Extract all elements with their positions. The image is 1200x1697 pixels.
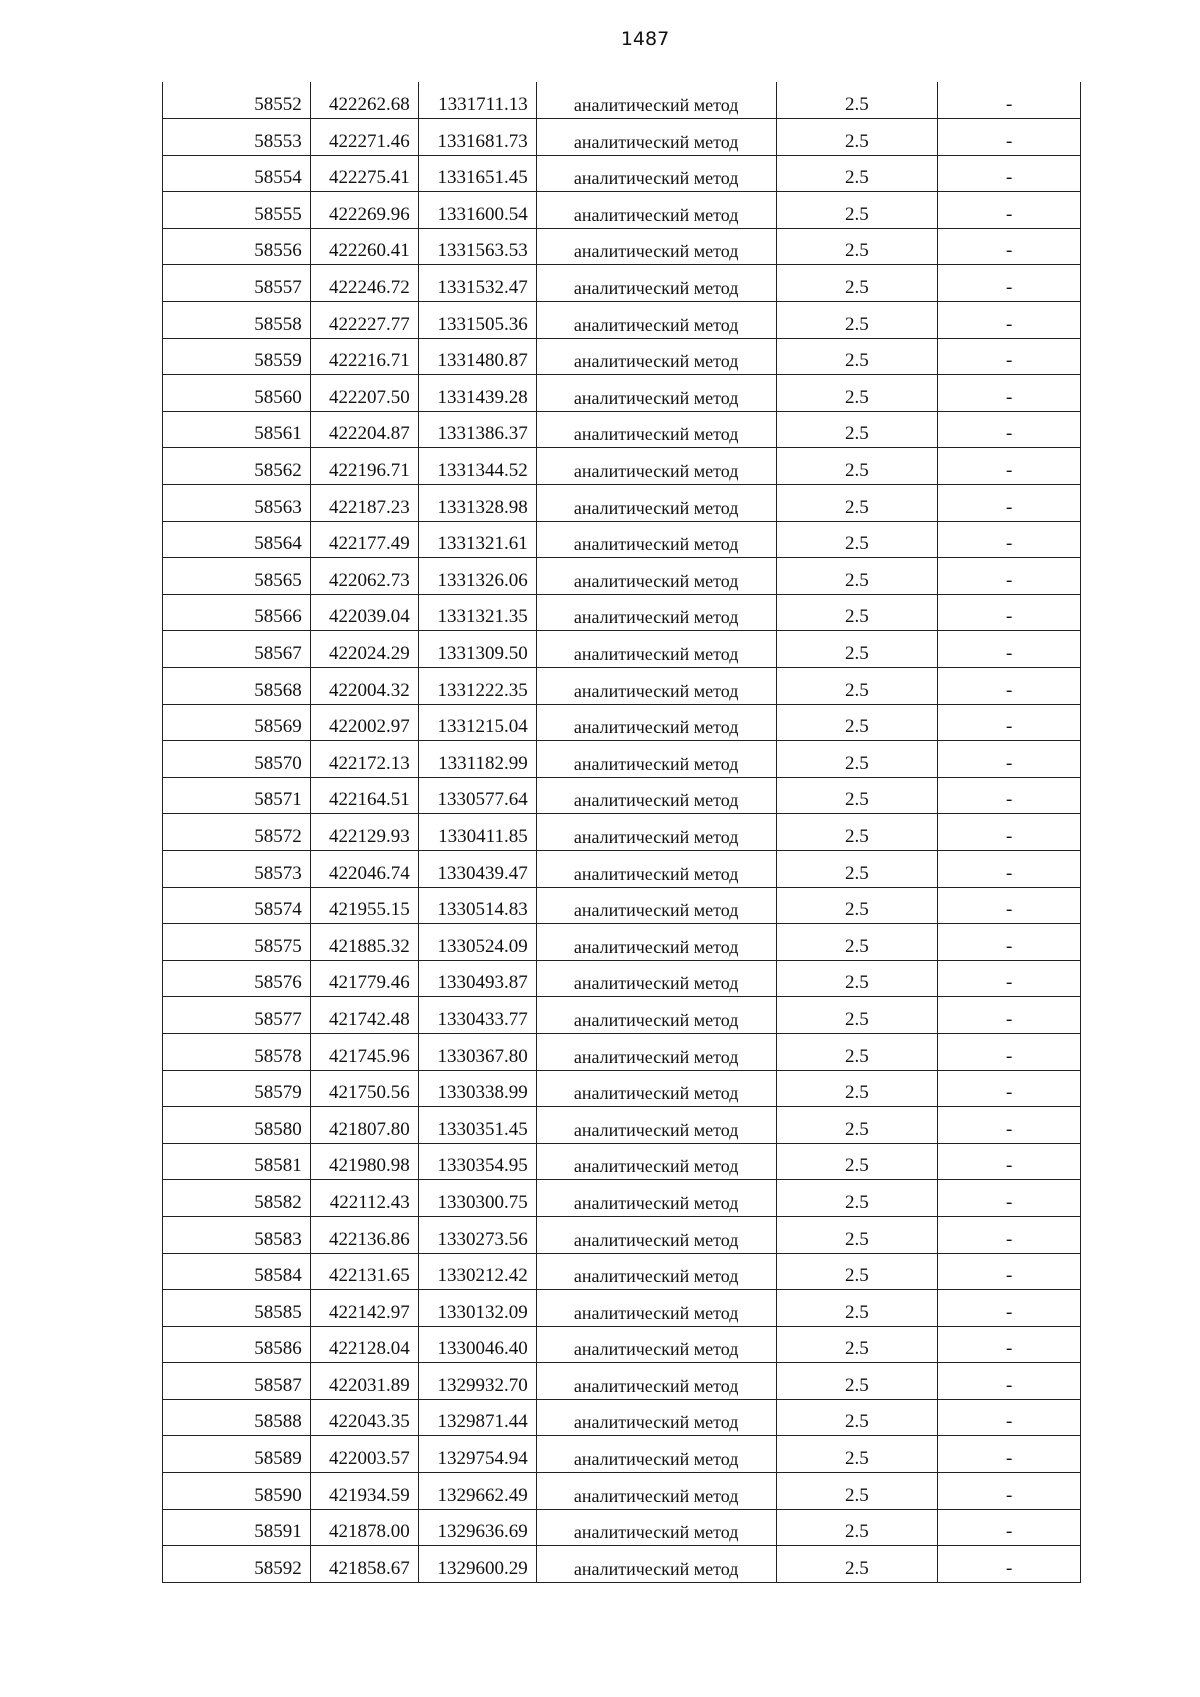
method-cell: аналитический метод: [536, 1509, 776, 1546]
note-cell: -: [938, 960, 1081, 997]
y-coordinate-cell: 1330433.77: [418, 997, 536, 1034]
table-row: [163, 1107, 1081, 1144]
y-coordinate-cell: 1330273.56: [418, 1216, 536, 1253]
point-number-cell: 58557: [163, 265, 311, 302]
note-cell: -: [938, 668, 1081, 705]
table-row: [163, 1143, 1081, 1180]
y-coordinate-cell: 1331681.73: [418, 119, 536, 156]
precision-cell: 2.5: [776, 1326, 938, 1363]
y-coordinate-cell: 1330524.09: [418, 924, 536, 961]
point-number-cell: 58563: [163, 485, 311, 522]
note-cell: -: [938, 119, 1081, 156]
table-row: [163, 1216, 1081, 1253]
note-cell: -: [938, 302, 1081, 339]
point-number-cell: 58588: [163, 1399, 311, 1436]
precision-cell: 2.5: [776, 411, 938, 448]
point-number-cell: 58556: [163, 228, 311, 265]
x-coordinate-cell: 422024.29: [310, 631, 418, 668]
note-cell: -: [938, 1107, 1081, 1144]
table-row: [163, 521, 1081, 558]
table-row: [163, 375, 1081, 412]
table-row: [163, 668, 1081, 705]
x-coordinate-cell: 422260.41: [310, 228, 418, 265]
note-cell: -: [938, 485, 1081, 522]
method-cell: аналитический метод: [536, 924, 776, 961]
point-number-cell: 58581: [163, 1143, 311, 1180]
precision-cell: 2.5: [776, 448, 938, 485]
x-coordinate-cell: 422177.49: [310, 521, 418, 558]
x-coordinate-cell: 421745.96: [310, 1033, 418, 1070]
method-cell: аналитический метод: [536, 1070, 776, 1107]
note-cell: -: [938, 1363, 1081, 1400]
point-number-cell: 58573: [163, 850, 311, 887]
y-coordinate-cell: 1330351.45: [418, 1107, 536, 1144]
precision-cell: 2.5: [776, 631, 938, 668]
point-number-cell: 58561: [163, 411, 311, 448]
precision-cell: 2.5: [776, 997, 938, 1034]
method-cell: аналитический метод: [536, 777, 776, 814]
note-cell: -: [938, 1436, 1081, 1473]
x-coordinate-cell: 421980.98: [310, 1143, 418, 1180]
precision-cell: 2.5: [776, 338, 938, 375]
x-coordinate-cell: 422128.04: [310, 1326, 418, 1363]
precision-cell: 2.5: [776, 1143, 938, 1180]
note-cell: -: [938, 448, 1081, 485]
x-coordinate-cell: 422187.23: [310, 485, 418, 522]
x-coordinate-cell: 422262.68: [310, 82, 418, 119]
point-number-cell: 58558: [163, 302, 311, 339]
x-coordinate-cell: 422131.65: [310, 1253, 418, 1290]
note-cell: -: [938, 265, 1081, 302]
method-cell: аналитический метод: [536, 814, 776, 851]
table-row: [163, 1509, 1081, 1546]
method-cell: аналитический метод: [536, 1326, 776, 1363]
method-cell: аналитический метод: [536, 997, 776, 1034]
note-cell: -: [938, 1546, 1081, 1583]
note-cell: -: [938, 1326, 1081, 1363]
method-cell: аналитический метод: [536, 741, 776, 778]
y-coordinate-cell: 1331344.52: [418, 448, 536, 485]
note-cell: -: [938, 1216, 1081, 1253]
x-coordinate-cell: 422275.41: [310, 155, 418, 192]
method-cell: аналитический метод: [536, 1363, 776, 1400]
precision-cell: 2.5: [776, 741, 938, 778]
note-cell: -: [938, 411, 1081, 448]
point-number-cell: 58567: [163, 631, 311, 668]
precision-cell: 2.5: [776, 1363, 938, 1400]
method-cell: аналитический метод: [536, 1143, 776, 1180]
y-coordinate-cell: 1330300.75: [418, 1180, 536, 1217]
y-coordinate-cell: 1330577.64: [418, 777, 536, 814]
table-row: [163, 814, 1081, 851]
method-cell: аналитический метод: [536, 887, 776, 924]
method-cell: аналитический метод: [536, 558, 776, 595]
x-coordinate-cell: 422039.04: [310, 594, 418, 631]
x-coordinate-cell: 422062.73: [310, 558, 418, 595]
point-number-cell: 58586: [163, 1326, 311, 1363]
note-cell: -: [938, 850, 1081, 887]
x-coordinate-cell: 422204.87: [310, 411, 418, 448]
point-number-cell: 58560: [163, 375, 311, 412]
table-row: [163, 1326, 1081, 1363]
precision-cell: 2.5: [776, 924, 938, 961]
precision-cell: 2.5: [776, 1216, 938, 1253]
note-cell: -: [938, 887, 1081, 924]
point-number-cell: 58559: [163, 338, 311, 375]
y-coordinate-cell: 1331326.06: [418, 558, 536, 595]
y-coordinate-cell: 1330514.83: [418, 887, 536, 924]
precision-cell: 2.5: [776, 704, 938, 741]
x-coordinate-cell: 422043.35: [310, 1399, 418, 1436]
point-number-cell: 58554: [163, 155, 311, 192]
note-cell: -: [938, 814, 1081, 851]
x-coordinate-cell: 422207.50: [310, 375, 418, 412]
note-cell: -: [938, 338, 1081, 375]
method-cell: аналитический метод: [536, 228, 776, 265]
point-number-cell: 58575: [163, 924, 311, 961]
precision-cell: 2.5: [776, 1436, 938, 1473]
y-coordinate-cell: 1330411.85: [418, 814, 536, 851]
precision-cell: 2.5: [776, 850, 938, 887]
precision-cell: 2.5: [776, 1253, 938, 1290]
y-coordinate-cell: 1331321.61: [418, 521, 536, 558]
y-coordinate-cell: 1329600.29: [418, 1546, 536, 1583]
table-row: [163, 119, 1081, 156]
method-cell: аналитический метод: [536, 485, 776, 522]
point-number-cell: 58570: [163, 741, 311, 778]
x-coordinate-cell: 421807.80: [310, 1107, 418, 1144]
y-coordinate-cell: 1331321.35: [418, 594, 536, 631]
table-row: [163, 192, 1081, 229]
method-cell: аналитический метод: [536, 1033, 776, 1070]
method-cell: аналитический метод: [536, 1290, 776, 1327]
table-row: [163, 594, 1081, 631]
x-coordinate-cell: 421955.15: [310, 887, 418, 924]
point-number-cell: 58578: [163, 1033, 311, 1070]
note-cell: -: [938, 192, 1081, 229]
table-row: [163, 82, 1081, 119]
table-row: [163, 228, 1081, 265]
note-cell: -: [938, 228, 1081, 265]
method-cell: аналитический метод: [536, 82, 776, 119]
table-row: [163, 997, 1081, 1034]
precision-cell: 2.5: [776, 1546, 938, 1583]
method-cell: аналитический метод: [536, 338, 776, 375]
point-number-cell: 58591: [163, 1509, 311, 1546]
note-cell: -: [938, 704, 1081, 741]
point-number-cell: 58574: [163, 887, 311, 924]
precision-cell: 2.5: [776, 1399, 938, 1436]
x-coordinate-cell: 421742.48: [310, 997, 418, 1034]
point-number-cell: 58582: [163, 1180, 311, 1217]
x-coordinate-cell: 421858.67: [310, 1546, 418, 1583]
precision-cell: 2.5: [776, 1107, 938, 1144]
x-coordinate-cell: 422196.71: [310, 448, 418, 485]
note-cell: -: [938, 1143, 1081, 1180]
precision-cell: 2.5: [776, 1473, 938, 1510]
precision-cell: 2.5: [776, 814, 938, 851]
precision-cell: 2.5: [776, 1509, 938, 1546]
precision-cell: 2.5: [776, 82, 938, 119]
note-cell: -: [938, 1399, 1081, 1436]
method-cell: аналитический метод: [536, 448, 776, 485]
x-coordinate-cell: 421885.32: [310, 924, 418, 961]
x-coordinate-cell: 422129.93: [310, 814, 418, 851]
table-row: [163, 338, 1081, 375]
y-coordinate-cell: 1330132.09: [418, 1290, 536, 1327]
table-row: [163, 1253, 1081, 1290]
point-number-cell: 58553: [163, 119, 311, 156]
y-coordinate-cell: 1331309.50: [418, 631, 536, 668]
table-row: [163, 1399, 1081, 1436]
note-cell: -: [938, 375, 1081, 412]
note-cell: -: [938, 558, 1081, 595]
method-cell: аналитический метод: [536, 668, 776, 705]
precision-cell: 2.5: [776, 1290, 938, 1327]
note-cell: -: [938, 1473, 1081, 1510]
page-number: 1487: [620, 28, 670, 50]
method-cell: аналитический метод: [536, 155, 776, 192]
x-coordinate-cell: 422164.51: [310, 777, 418, 814]
note-cell: -: [938, 997, 1081, 1034]
table-row: [163, 1473, 1081, 1510]
point-number-cell: 58568: [163, 668, 311, 705]
table-row: [163, 1436, 1081, 1473]
table-row: [163, 741, 1081, 778]
point-number-cell: 58587: [163, 1363, 311, 1400]
method-cell: аналитический метод: [536, 1253, 776, 1290]
precision-cell: 2.5: [776, 119, 938, 156]
coordinates-table: [162, 82, 1081, 1583]
table-row: [163, 1546, 1081, 1583]
table-row: [163, 960, 1081, 997]
x-coordinate-cell: 422003.57: [310, 1436, 418, 1473]
point-number-cell: 58580: [163, 1107, 311, 1144]
point-number-cell: 58583: [163, 1216, 311, 1253]
y-coordinate-cell: 1331532.47: [418, 265, 536, 302]
note-cell: -: [938, 594, 1081, 631]
y-coordinate-cell: 1330212.42: [418, 1253, 536, 1290]
x-coordinate-cell: 422112.43: [310, 1180, 418, 1217]
precision-cell: 2.5: [776, 265, 938, 302]
point-number-cell: 58571: [163, 777, 311, 814]
table-row: [163, 704, 1081, 741]
note-cell: -: [938, 631, 1081, 668]
x-coordinate-cell: 422031.89: [310, 1363, 418, 1400]
note-cell: -: [938, 1509, 1081, 1546]
point-number-cell: 58590: [163, 1473, 311, 1510]
note-cell: -: [938, 155, 1081, 192]
method-cell: аналитический метод: [536, 1399, 776, 1436]
y-coordinate-cell: 1330354.95: [418, 1143, 536, 1180]
y-coordinate-cell: 1331182.99: [418, 741, 536, 778]
point-number-cell: 58566: [163, 594, 311, 631]
x-coordinate-cell: 422227.77: [310, 302, 418, 339]
x-coordinate-cell: 422136.86: [310, 1216, 418, 1253]
table-row: [163, 924, 1081, 961]
y-coordinate-cell: 1330493.87: [418, 960, 536, 997]
x-coordinate-cell: 422269.96: [310, 192, 418, 229]
note-cell: -: [938, 521, 1081, 558]
precision-cell: 2.5: [776, 887, 938, 924]
table-row: [163, 1363, 1081, 1400]
table-row: [163, 485, 1081, 522]
table-row: [163, 777, 1081, 814]
note-cell: -: [938, 1070, 1081, 1107]
table-row: [163, 558, 1081, 595]
x-coordinate-cell: 422216.71: [310, 338, 418, 375]
precision-cell: 2.5: [776, 485, 938, 522]
table-row: [163, 411, 1081, 448]
point-number-cell: 58552: [163, 82, 311, 119]
precision-cell: 2.5: [776, 594, 938, 631]
x-coordinate-cell: 422271.46: [310, 119, 418, 156]
precision-cell: 2.5: [776, 192, 938, 229]
table-row: [163, 1033, 1081, 1070]
x-coordinate-cell: 421779.46: [310, 960, 418, 997]
y-coordinate-cell: 1330367.80: [418, 1033, 536, 1070]
method-cell: аналитический метод: [536, 631, 776, 668]
table-row: [163, 1070, 1081, 1107]
point-number-cell: 58565: [163, 558, 311, 595]
precision-cell: 2.5: [776, 375, 938, 412]
x-coordinate-cell: 421878.00: [310, 1509, 418, 1546]
y-coordinate-cell: 1329932.70: [418, 1363, 536, 1400]
x-coordinate-cell: 422172.13: [310, 741, 418, 778]
point-number-cell: 58572: [163, 814, 311, 851]
method-cell: аналитический метод: [536, 1473, 776, 1510]
y-coordinate-cell: 1329754.94: [418, 1436, 536, 1473]
method-cell: аналитический метод: [536, 1546, 776, 1583]
point-number-cell: 58577: [163, 997, 311, 1034]
y-coordinate-cell: 1331480.87: [418, 338, 536, 375]
y-coordinate-cell: 1331328.98: [418, 485, 536, 522]
method-cell: аналитический метод: [536, 119, 776, 156]
method-cell: аналитический метод: [536, 521, 776, 558]
y-coordinate-cell: 1330046.40: [418, 1326, 536, 1363]
precision-cell: 2.5: [776, 521, 938, 558]
table-row: [163, 448, 1081, 485]
note-cell: -: [938, 1033, 1081, 1070]
note-cell: -: [938, 1290, 1081, 1327]
precision-cell: 2.5: [776, 155, 938, 192]
x-coordinate-cell: 422002.97: [310, 704, 418, 741]
method-cell: аналитический метод: [536, 704, 776, 741]
y-coordinate-cell: 1329662.49: [418, 1473, 536, 1510]
x-coordinate-cell: 421750.56: [310, 1070, 418, 1107]
method-cell: аналитический метод: [536, 1216, 776, 1253]
method-cell: аналитический метод: [536, 960, 776, 997]
point-number-cell: 58584: [163, 1253, 311, 1290]
note-cell: -: [938, 1180, 1081, 1217]
y-coordinate-cell: 1331215.04: [418, 704, 536, 741]
y-coordinate-cell: 1331505.36: [418, 302, 536, 339]
precision-cell: 2.5: [776, 777, 938, 814]
method-cell: аналитический метод: [536, 192, 776, 229]
x-coordinate-cell: 422142.97: [310, 1290, 418, 1327]
point-number-cell: 58589: [163, 1436, 311, 1473]
precision-cell: 2.5: [776, 668, 938, 705]
x-coordinate-cell: 422004.32: [310, 668, 418, 705]
point-number-cell: 58576: [163, 960, 311, 997]
y-coordinate-cell: 1331600.54: [418, 192, 536, 229]
method-cell: аналитический метод: [536, 375, 776, 412]
method-cell: аналитический метод: [536, 1180, 776, 1217]
table-row: [163, 887, 1081, 924]
method-cell: аналитический метод: [536, 594, 776, 631]
precision-cell: 2.5: [776, 1070, 938, 1107]
y-coordinate-cell: 1329636.69: [418, 1509, 536, 1546]
table-row: [163, 1290, 1081, 1327]
x-coordinate-cell: 422246.72: [310, 265, 418, 302]
y-coordinate-cell: 1331651.45: [418, 155, 536, 192]
note-cell: -: [938, 924, 1081, 961]
table-row: [163, 850, 1081, 887]
note-cell: -: [938, 741, 1081, 778]
precision-cell: 2.5: [776, 1180, 938, 1217]
y-coordinate-cell: 1329871.44: [418, 1399, 536, 1436]
y-coordinate-cell: 1331439.28: [418, 375, 536, 412]
note-cell: -: [938, 777, 1081, 814]
point-number-cell: 58564: [163, 521, 311, 558]
precision-cell: 2.5: [776, 1033, 938, 1070]
point-number-cell: 58569: [163, 704, 311, 741]
y-coordinate-cell: 1330439.47: [418, 850, 536, 887]
method-cell: аналитический метод: [536, 411, 776, 448]
x-coordinate-cell: 422046.74: [310, 850, 418, 887]
coordinates-table-body: [163, 82, 1081, 1582]
y-coordinate-cell: 1331386.37: [418, 411, 536, 448]
y-coordinate-cell: 1331711.13: [418, 82, 536, 119]
method-cell: аналитический метод: [536, 1436, 776, 1473]
precision-cell: 2.5: [776, 228, 938, 265]
precision-cell: 2.5: [776, 302, 938, 339]
table-row: [163, 302, 1081, 339]
method-cell: аналитический метод: [536, 302, 776, 339]
y-coordinate-cell: 1331563.53: [418, 228, 536, 265]
point-number-cell: 58585: [163, 1290, 311, 1327]
table-row: [163, 631, 1081, 668]
point-number-cell: 58579: [163, 1070, 311, 1107]
point-number-cell: 58562: [163, 448, 311, 485]
precision-cell: 2.5: [776, 558, 938, 595]
table-row: [163, 155, 1081, 192]
point-number-cell: 58592: [163, 1546, 311, 1583]
method-cell: аналитический метод: [536, 850, 776, 887]
point-number-cell: 58555: [163, 192, 311, 229]
x-coordinate-cell: 421934.59: [310, 1473, 418, 1510]
note-cell: -: [938, 82, 1081, 119]
table-row: [163, 1180, 1081, 1217]
precision-cell: 2.5: [776, 960, 938, 997]
table-row: [163, 265, 1081, 302]
note-cell: -: [938, 1253, 1081, 1290]
method-cell: аналитический метод: [536, 265, 776, 302]
method-cell: аналитический метод: [536, 1107, 776, 1144]
y-coordinate-cell: 1331222.35: [418, 668, 536, 705]
y-coordinate-cell: 1330338.99: [418, 1070, 536, 1107]
